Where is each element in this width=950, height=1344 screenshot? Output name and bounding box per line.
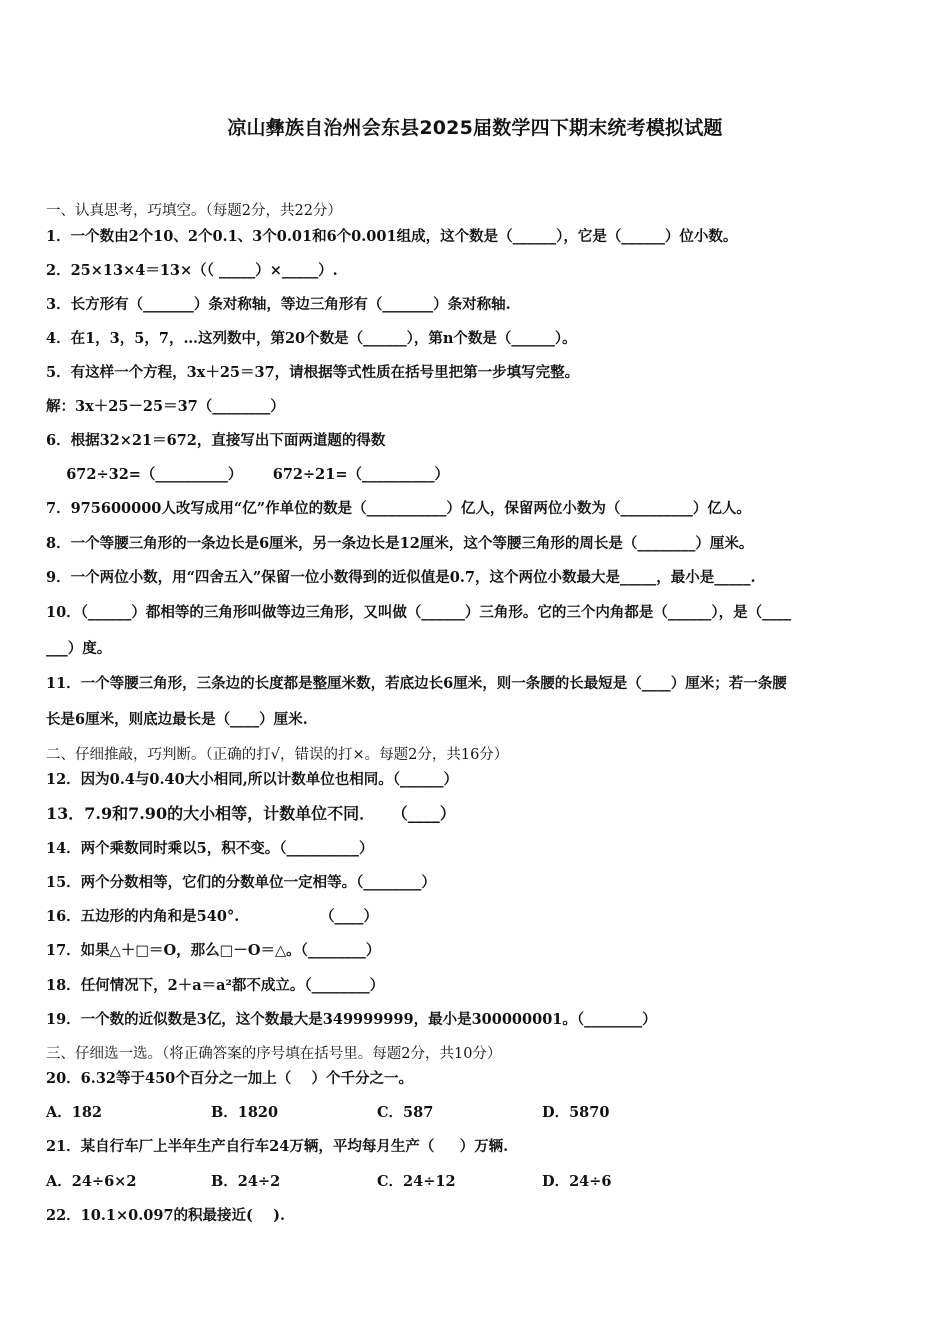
question-7: 7．975600000人改写成用“亿”作单位的数是（___________）亿人，保留两位小数为（__________）亿人。 [46, 500, 751, 517]
q21-option-d: D．24÷6 [542, 1173, 612, 1190]
section-1-heading: 一、认真思考，巧填空。（每题2分，共22分） [46, 203, 342, 219]
question-21: 21．某自行车厂上半年生产自行车24万辆，平均每月生产（ ）万辆. [46, 1138, 509, 1155]
question-17: 17．如果△＋□＝O，那么□－O＝△。（________） [46, 942, 381, 959]
question-10: 10．（______）都相等的三角形叫做等边三角形，又叫做（______）三角形。它的三个内角都是（______），是（____ [46, 604, 792, 621]
question-5: 5．有这样一个方程，3x＋25＝37，请根据等式性质在括号里把第一步填写完整。 [46, 364, 580, 381]
q20-option-d: D．5870 [542, 1104, 610, 1121]
question-2: 2．25×13×4＝13×（（ _____）×_____）. [46, 262, 338, 279]
page-title: 凉山彝族自治州会东县2025届数学四下期末统考模拟试题 [227, 117, 723, 139]
question-16: 16．五边形的内角和是540°. （____） [46, 908, 379, 925]
question-6: 6．根据32×21＝672，直接写出下面两道题的得数 [46, 432, 386, 449]
question-9: 9．一个两位小数，用“四舍五入”保留一位小数得到的近似值是0.7，这个两位小数最大是_____，最小是_____. [46, 569, 756, 586]
section-3-heading: 三、仔细选一选。（将正确答案的序号填在括号里。每题2分，共10分） [46, 1046, 502, 1062]
question-3: 3．长方形有（_______）条对称轴，等边三角形有（_______）条对称轴. [46, 296, 511, 313]
question-10-cont: ___）度。 [46, 640, 112, 657]
question-15: 15．两个分数相等，它们的分数单位一定相等。（________） [46, 874, 436, 891]
question-13: 13．7.9和7.90的大小相等，计数单位不同． （____） [46, 804, 456, 823]
question-18: 18．任何情况下，2＋a＝a²都不成立。（________） [46, 977, 385, 994]
question-1: 1．一个数由2个10、2个0.1、3个0.01和6个0.001组成，这个数是（______），它是（______）位小数。 [46, 228, 738, 245]
q21-option-b: B．24÷2 [211, 1173, 281, 1190]
section-2-heading: 二、仔细推敲，巧判断。（正确的打√，错误的打×。每题2分，共16分） [46, 747, 509, 763]
question-11-cont: 长是6厘米，则底边最长是（____）厘米. [46, 711, 308, 728]
q20-option-a: A．182 [46, 1104, 103, 1121]
question-19: 19．一个数的近似数是3亿，这个数最大是349999999，最小是300000001。（________） [46, 1011, 657, 1028]
question-20: 20．6.32等于450个百分之一加上（ ）个千分之一。 [46, 1070, 413, 1087]
q20-option-b: B．1820 [211, 1104, 279, 1121]
q21-option-a: A．24÷6×2 [46, 1173, 137, 1190]
q20-option-c: C．587 [377, 1104, 434, 1121]
question-14: 14．两个乘数同时乘以5，积不变。（__________） [46, 840, 374, 857]
question-5-solution: 解：3x＋25－25＝37（________） [46, 398, 285, 415]
question-22: 22．10.1×0.097的积最接近( ). [46, 1207, 286, 1224]
q21-option-c: C．24÷12 [377, 1173, 456, 1190]
question-11: 11．一个等腰三角形，三条边的长度都是整厘米数，若底边长6厘米，则一条腰的长最短是（____）厘米；若一条腰 [46, 675, 787, 692]
question-4: 4．在1，3，5，7，…这列数中，第20个数是（______），第n个数是（______）。 [46, 330, 577, 347]
question-6-items: 672÷32=（__________） 672÷21=（__________） [46, 466, 449, 483]
question-8: 8．一个等腰三角形的一条边长是6厘米，另一条边长是12厘米，这个等腰三角形的周长是（________）厘米。 [46, 535, 754, 552]
question-12: 12．因为0.4与0.40大小相同,所以计数单位也相同。（______） [46, 771, 459, 788]
